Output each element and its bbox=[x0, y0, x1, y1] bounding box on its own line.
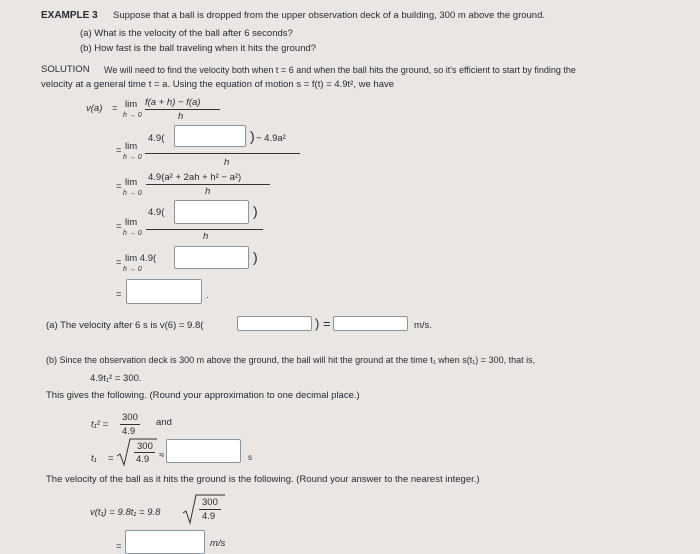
part-b-line-1: (b) Since the observation deck is 300 m above the ground, the ball will hit the ground at the time t₁ when s(t₁) = 300, that is, bbox=[46, 355, 536, 365]
denominator-h: h bbox=[178, 111, 184, 122]
lim-label: lim bbox=[125, 99, 138, 110]
limit-subscript: h → 0 bbox=[123, 266, 142, 273]
answer-input-a-velocity[interactable] bbox=[333, 316, 408, 331]
equals-sign: = bbox=[116, 145, 122, 156]
frac-numerator: 300 bbox=[122, 412, 138, 423]
frac-numerator: 300 bbox=[137, 441, 153, 452]
approx-sign: ≈ bbox=[159, 450, 165, 461]
equals-sign: = bbox=[116, 289, 122, 300]
denominator-h: h bbox=[203, 231, 209, 242]
frac-denominator: 4.9 bbox=[202, 511, 216, 522]
close-paren: ) bbox=[253, 249, 258, 265]
expanded-numerator: 4.9(a² + 2ah + h² − a²) bbox=[148, 172, 242, 183]
equals-sign: = bbox=[116, 541, 122, 552]
minus-term: − 4.9a² bbox=[256, 133, 286, 144]
solution-line-1: We will need to find the velocity both when t = 6 and when the ball hits the ground, so it's efficient to start by finding the bbox=[104, 65, 576, 75]
equals-sign: = bbox=[108, 453, 114, 464]
answer-input-ground-velocity[interactable] bbox=[125, 530, 205, 554]
fraction-bar bbox=[145, 153, 300, 154]
fraction-bar bbox=[145, 109, 220, 110]
equals-sign: = bbox=[116, 257, 122, 268]
part-a-question: (a) What is the velocity of the ball after 6 seconds? bbox=[80, 28, 293, 39]
limit-subscript: h → 0 bbox=[123, 190, 142, 197]
seconds-unit: s bbox=[248, 453, 252, 462]
lim-label: lim bbox=[125, 217, 138, 228]
equals-sign: = bbox=[116, 221, 122, 232]
close-paren: ) bbox=[250, 128, 255, 144]
fraction-bar bbox=[146, 229, 263, 230]
coefficient-4-9: 4.9( bbox=[148, 207, 165, 218]
fraction-bar bbox=[199, 509, 221, 510]
answer-a-close: ) = bbox=[315, 316, 331, 331]
frac-denominator: 4.9 bbox=[136, 454, 150, 465]
fraction-bar bbox=[120, 424, 140, 425]
round-instruction-b: This gives the following. (Round your approximation to one decimal place.) bbox=[46, 390, 360, 401]
part-b-equation: 4.9t₁² = 300. bbox=[90, 373, 142, 384]
denominator-h: h bbox=[205, 186, 211, 197]
fraction-bar bbox=[146, 184, 270, 185]
problem-statement: Suppose that a ball is dropped from the upper observation deck of a building, 300 m above the ground. bbox=[113, 10, 546, 21]
va-label: v(a) bbox=[86, 103, 103, 114]
lim-coefficient: lim 4.9( bbox=[125, 253, 157, 264]
equals-sign: = bbox=[112, 103, 118, 114]
close-paren: ) bbox=[253, 203, 258, 219]
example-label: EXAMPLE 3 bbox=[41, 10, 98, 21]
and-word: and bbox=[156, 417, 172, 428]
t1-squared-label: t₁² = bbox=[91, 419, 108, 430]
t1-label: t₁ bbox=[91, 453, 97, 464]
frac-numerator: 300 bbox=[202, 497, 218, 508]
equals-sign: = bbox=[116, 181, 122, 192]
velocity-expression: v(t₁) = 9.8t₁ = 9.8 bbox=[90, 507, 161, 518]
answer-input-step2[interactable] bbox=[174, 125, 246, 147]
limit-subscript: h → 0 bbox=[123, 112, 142, 119]
ground-velocity-unit: m/s bbox=[210, 538, 226, 549]
fraction-bar bbox=[134, 452, 155, 453]
answer-input-step4[interactable] bbox=[174, 200, 249, 224]
solution-line-2: velocity at a general time t = a. Using the equation of motion s = f(t) = 4.9t², we have bbox=[41, 79, 395, 90]
answer-input-step5[interactable] bbox=[174, 246, 249, 269]
difference-quotient-numerator: f(a + h) − f(a) bbox=[145, 97, 201, 108]
lim-label: lim bbox=[125, 141, 138, 152]
answer-input-a-coefficient[interactable] bbox=[237, 316, 312, 331]
solution-label: SOLUTION bbox=[41, 64, 90, 75]
answer-a-text: (a) The velocity after 6 s is v(6) = 9.8( bbox=[46, 320, 204, 331]
answer-a-unit: m/s. bbox=[414, 320, 432, 331]
denominator-h: h bbox=[224, 157, 230, 168]
limit-subscript: h → 0 bbox=[123, 230, 142, 237]
answer-input-t1[interactable] bbox=[166, 439, 241, 463]
lim-label: lim bbox=[125, 177, 138, 188]
coefficient-4-9: 4.9( bbox=[148, 133, 165, 144]
part-b-question: (b) How fast is the ball traveling when it hits the ground? bbox=[80, 43, 317, 54]
round-instruction-velocity: The velocity of the ball as it hits the ground is the following. (Round your answer to the nearest integer.) bbox=[46, 474, 480, 485]
frac-denominator: 4.9 bbox=[122, 426, 136, 437]
period: . bbox=[206, 290, 209, 301]
limit-subscript: h → 0 bbox=[123, 154, 142, 161]
answer-input-step6[interactable] bbox=[126, 279, 202, 304]
